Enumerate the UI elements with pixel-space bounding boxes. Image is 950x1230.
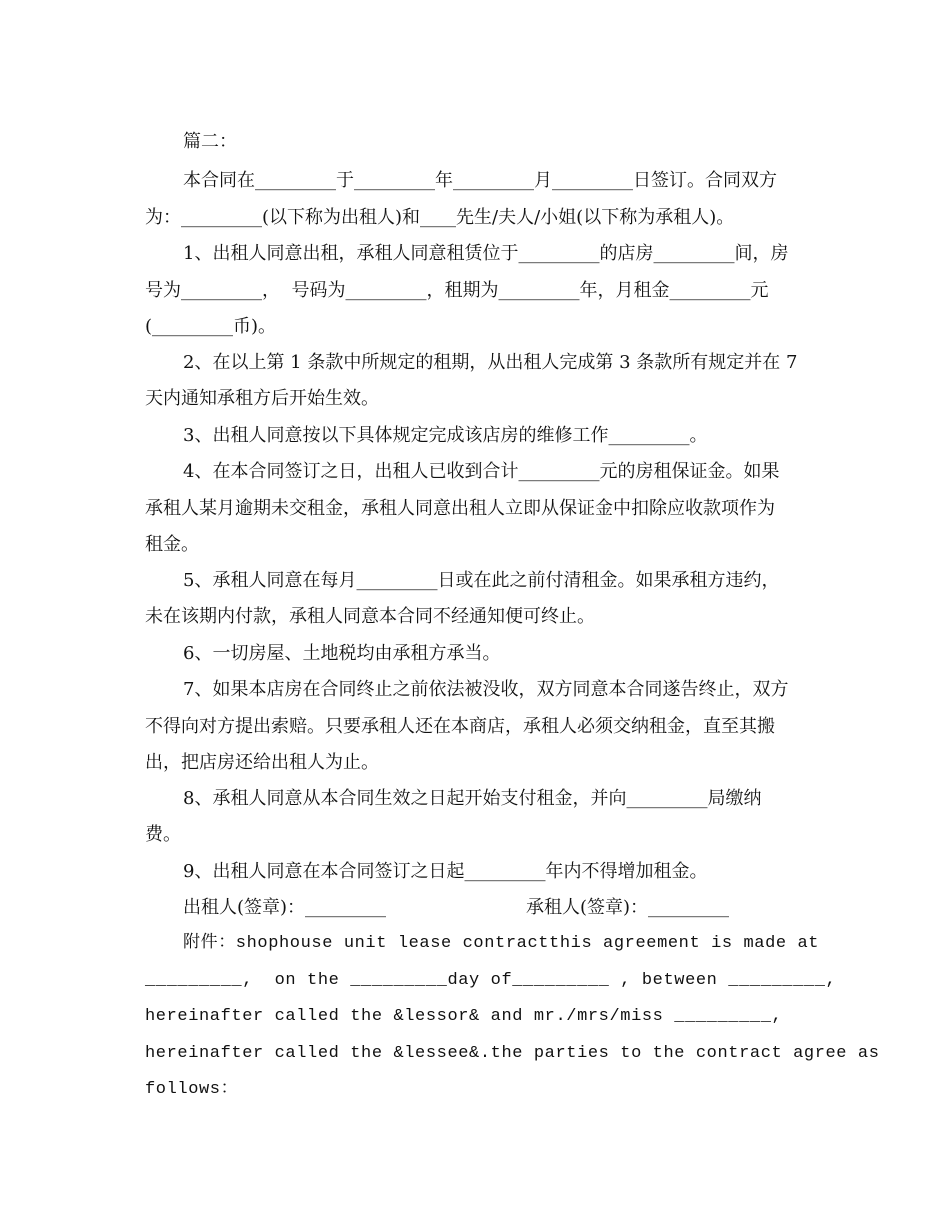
appendix-line: hereinafter called the &lessor& and mr./mrs/miss _________, — [145, 1007, 783, 1026]
paragraph-line: 5、承租人同意在每月_________日或在此之前付清租金。如果承租方违约， — [183, 570, 780, 591]
appendix-line: hereinafter called the &lessee&.the parties to the contract agree as — [145, 1044, 880, 1063]
paragraph-line: 为：_________(以下称为出租人)和____先生/夫人/小姐(以下称为承租人)。 — [145, 207, 735, 228]
appendix-line: follows： — [145, 1080, 239, 1099]
paragraph-line: 号为_________， 号码为_________，租期为_________年，月租金_________元 — [145, 280, 769, 301]
paragraph-line: 出，把店房还给出租人为止。 — [145, 752, 379, 773]
paragraph-line: 不得向对方提出索赔。只要承租人还在本商店，承租人必须交纳租金，直至其搬 — [145, 716, 775, 737]
paragraph-line: 承租人某月逾期未交租金，承租人同意出租人立即从保证金中扣除应收款项作为 — [145, 498, 775, 519]
lessor-signature: 出租人(签章)：_________ — [183, 897, 387, 918]
paragraph-line: 费。 — [145, 824, 181, 845]
paragraph-line: 4、在本合同签订之日，出租人已收到合计_________元的房租保证金。如果 — [183, 461, 780, 482]
paragraph-line: 未在该期内付款，承租人同意本合同不经通知便可终止。 — [145, 606, 595, 627]
paragraph-line: 租金。 — [145, 534, 199, 555]
paragraph-line: 天内通知承租方后开始生效。 — [145, 388, 379, 409]
paragraph-line: 6、一切房屋、土地税均由承租方承当。 — [183, 643, 501, 664]
appendix-line: 附件：shophouse unit lease contractthis agreement is made at — [183, 934, 820, 953]
paragraph-line: (_________币)。 — [145, 316, 277, 337]
paragraph-line: 8、承租人同意从本合同生效之日起开始支付租金，并向_________局缴纳 — [183, 788, 762, 809]
paragraph-line: 3、出租人同意按以下具体规定完成该店房的维修工作_________。 — [183, 425, 708, 446]
appendix-line: _________, on the _________day of_________ , between _________, — [145, 971, 837, 990]
paragraph-line: 1、出租人同意出租，承租人同意租赁位于_________的店房_________间，房 — [183, 243, 789, 264]
section-title: 篇二： — [183, 131, 237, 152]
paragraph-line: 2、在以上第 1 条款中所规定的租期，从出租人完成第 3 条款所有规定并在 7 — [183, 352, 798, 373]
paragraph-line: 9、出租人同意在本合同签订之日起_________年内不得增加租金。 — [183, 861, 708, 882]
lessee-signature: 承租人(签章)：_________ — [526, 897, 730, 918]
paragraph-line: 本合同在_________于_________年_________月_________日签订。合同双方 — [183, 170, 777, 191]
paragraph-line: 7、如果本店房在合同终止之前依法被没收，双方同意本合同遂告终止，双方 — [183, 679, 789, 700]
